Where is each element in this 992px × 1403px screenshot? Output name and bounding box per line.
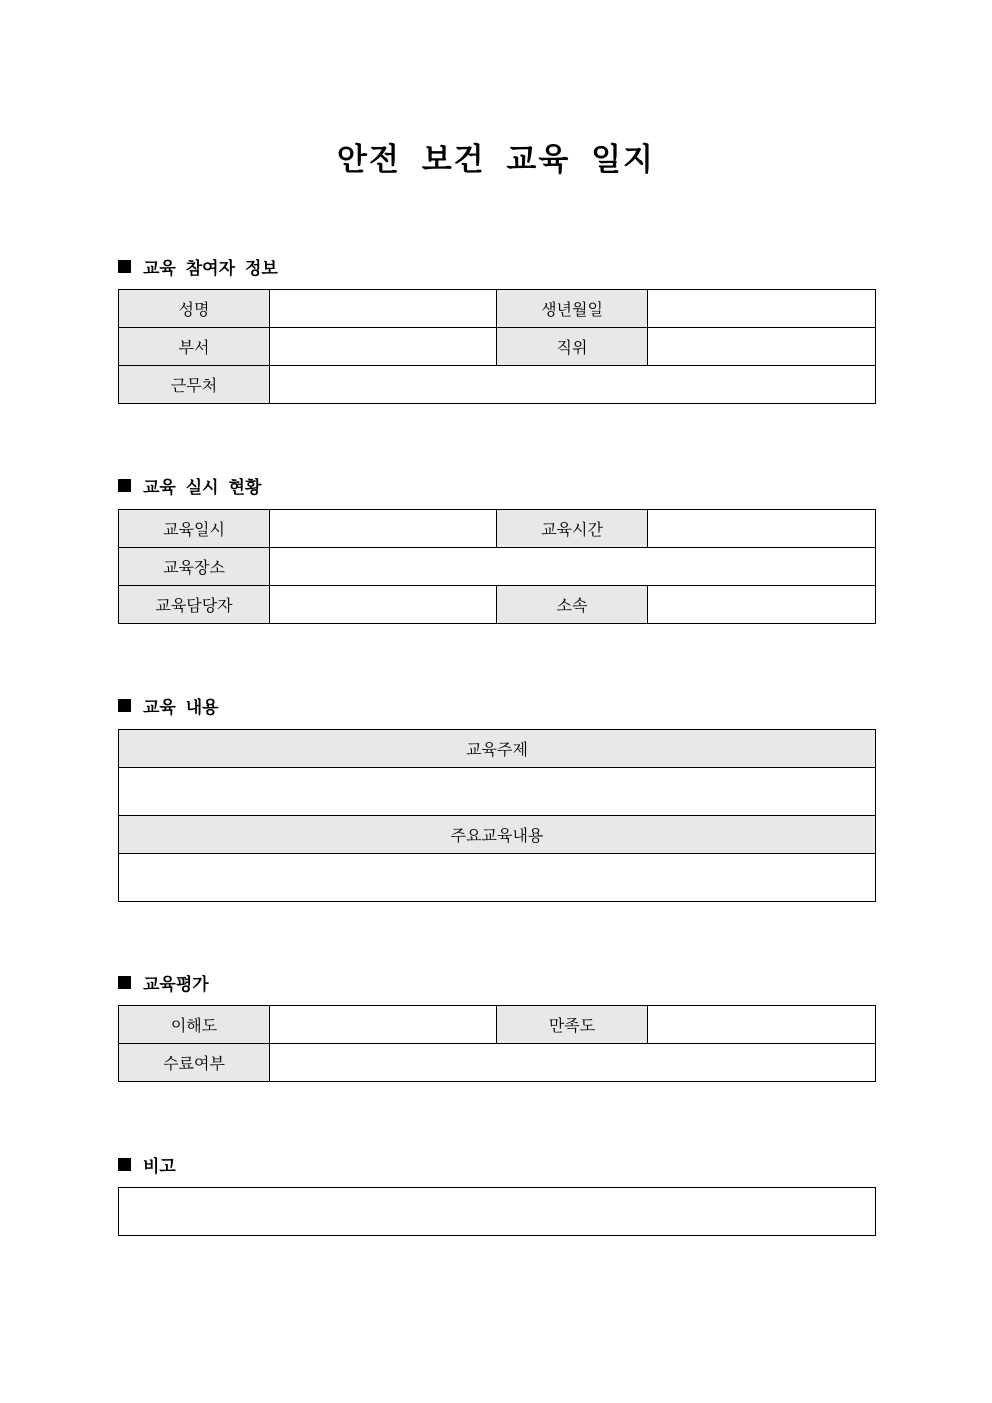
main-content-field[interactable] [119,854,876,902]
section-heading-remarks [118,1152,176,1177]
square-bullet-icon [118,976,131,989]
remarks-field[interactable] [119,1188,876,1236]
document-title: 안전 보건 교육 일지 [337,142,655,178]
education-date-field[interactable] [270,510,497,548]
position-label: 직위 [497,328,648,366]
education-hours-label: 교육시간 [497,510,648,548]
section-heading-text: 교육 실시 현황 [143,478,262,498]
education-place-label: 교육장소 [119,548,270,586]
completion-label: 수료여부 [119,1044,270,1082]
main-content-label: 주요교육내용 [119,816,876,854]
section-heading-participant [118,254,278,279]
affiliation-label: 소속 [497,586,648,624]
section-heading-text: 교육 참여자 정보 [143,259,278,279]
square-bullet-icon [118,260,131,273]
education-hours-field[interactable] [648,510,876,548]
birth-date-label: 생년월일 [497,290,648,328]
education-evaluation-table [118,1005,876,1082]
satisfaction-label: 만족도 [497,1006,648,1044]
birth-date-field[interactable] [648,290,876,328]
section-heading-evaluation [118,970,209,995]
square-bullet-icon [118,699,131,712]
satisfaction-field[interactable] [648,1006,876,1044]
education-topic-label: 교육주제 [119,730,876,768]
name-label: 성명 [119,290,270,328]
department-label: 부서 [119,328,270,366]
department-field[interactable] [270,328,497,366]
remarks-table [118,1187,876,1236]
section-heading-text: 교육평가 [143,975,209,995]
education-topic-field[interactable] [119,768,876,816]
section-heading-text: 교육 내용 [143,698,219,718]
education-place-field[interactable] [270,548,876,586]
education-content-table [118,729,876,902]
square-bullet-icon [118,1158,131,1171]
participant-info-table [118,289,876,404]
understanding-label: 이해도 [119,1006,270,1044]
section-heading-status [118,473,261,498]
education-manager-label: 교육담당자 [119,586,270,624]
section-heading-text: 비고 [143,1157,176,1177]
workplace-label: 근무처 [119,366,270,404]
position-field[interactable] [648,328,876,366]
education-date-label: 교육일시 [119,510,270,548]
understanding-field[interactable] [270,1006,497,1044]
workplace-field[interactable] [270,366,876,404]
affiliation-field[interactable] [648,586,876,624]
education-manager-field[interactable] [270,586,497,624]
completion-field[interactable] [270,1044,876,1082]
square-bullet-icon [118,479,131,492]
name-field[interactable] [270,290,497,328]
education-status-table [118,509,876,624]
section-heading-content [118,693,219,718]
